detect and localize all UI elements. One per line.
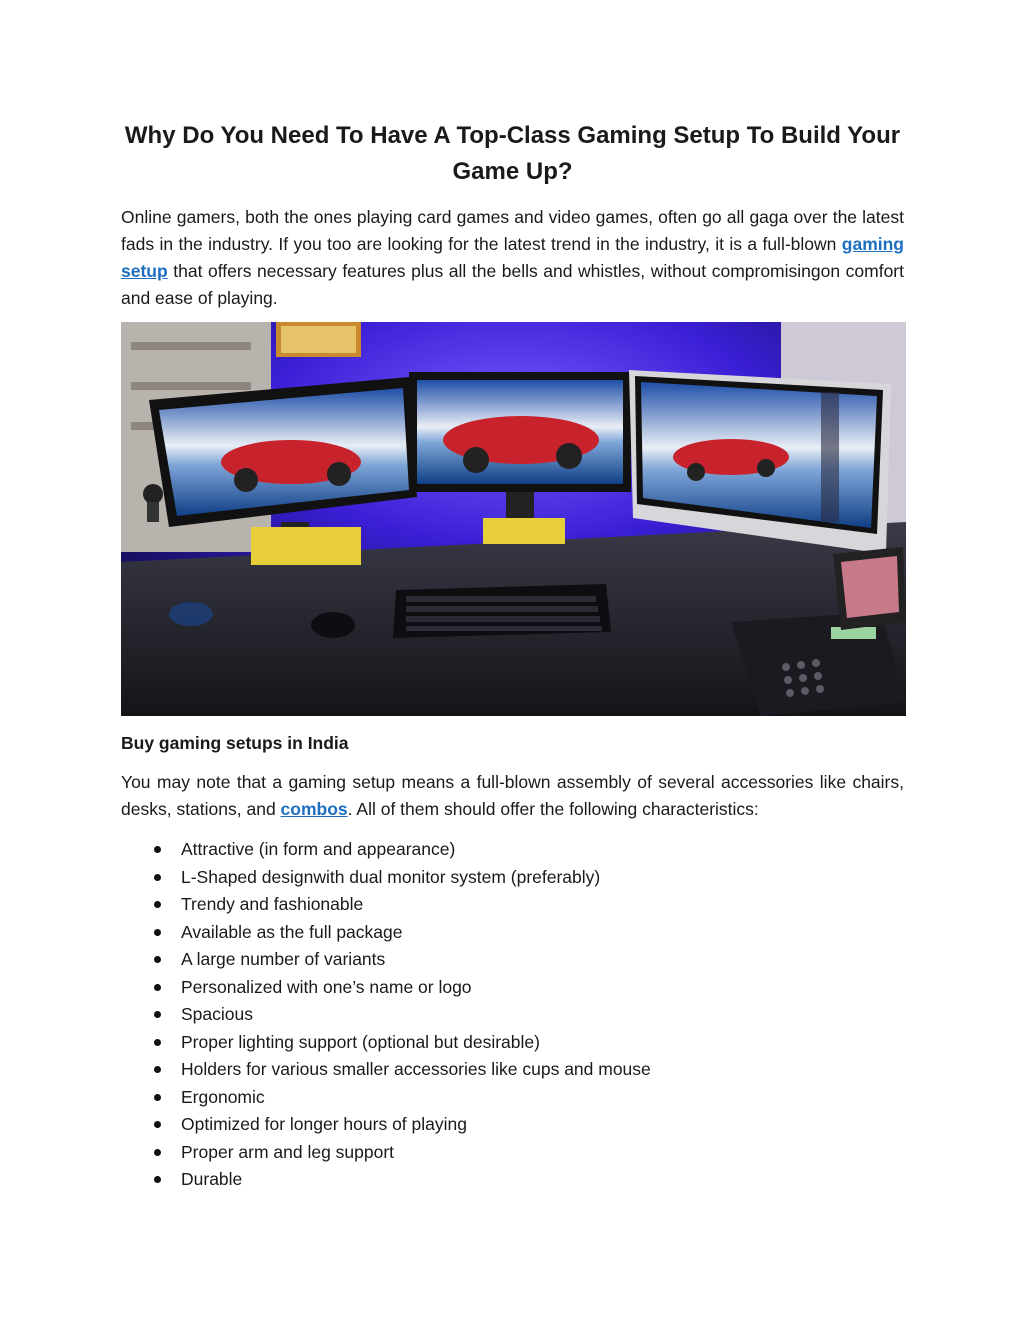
bullet-icon xyxy=(154,1066,161,1073)
bullet-icon xyxy=(154,901,161,908)
combos-link[interactable]: combos xyxy=(280,799,348,819)
bullet-icon xyxy=(154,874,161,881)
mouse xyxy=(311,612,355,638)
bullet-icon xyxy=(154,1094,161,1101)
bullet-icon xyxy=(154,929,161,936)
list-item: Available as the full package xyxy=(121,919,651,947)
figurine xyxy=(143,484,163,504)
intro-text-after: that offers necessary features plus all the bells and whistles, without compromisingon comfort and ease of playing. xyxy=(121,261,904,308)
list-item: Ergonomic xyxy=(121,1084,651,1112)
body-text-before: You may note that a gaming setup means a full-blown assembly of several accessories like chairs, desks, stations, and xyxy=(121,772,904,819)
desk-phone xyxy=(731,612,906,716)
characteristics-list xyxy=(121,836,651,1194)
list-item: Proper lighting support (optional but desirable) xyxy=(121,1029,651,1057)
list-item: Attractive (in form and appearance) xyxy=(121,836,651,864)
bullet-icon xyxy=(154,1011,161,1018)
gaming-setup-link[interactable]: gaming setup xyxy=(121,234,904,281)
list-item: Durable xyxy=(121,1166,651,1194)
list-item: Proper arm and leg support xyxy=(121,1139,651,1167)
list-item: A large number of variants xyxy=(121,946,651,974)
body-text-after: . All of them should offer the following characteristics: xyxy=(347,799,759,819)
body-paragraph xyxy=(121,769,904,823)
list-item: Spacious xyxy=(121,1001,651,1029)
bullet-icon xyxy=(154,1149,161,1156)
list-item: L-Shaped designwith dual monitor system (preferably) xyxy=(121,864,651,892)
gaming-setup-illustration xyxy=(121,322,906,716)
bullet-icon xyxy=(154,984,161,991)
section-subheading: Buy gaming setups in India xyxy=(121,733,349,753)
bullet-icon xyxy=(154,956,161,963)
glasses xyxy=(169,602,213,626)
intro-text-before: Online gamers, both the ones playing card games and video games, often go all gaga over the latest fads in the industry. If you too are looking for the latest trend in the industry, it is a full-blown xyxy=(121,207,904,254)
list-item: Optimized for longer hours of playing xyxy=(121,1111,651,1139)
gaming-setup-photo xyxy=(121,322,906,716)
list-item: Holders for various smaller accessories like cups and mouse xyxy=(121,1056,651,1084)
page-title: Why Do You Need To Have A Top-Class Gaming Setup To Build Your Game Up? xyxy=(124,122,901,185)
bullet-icon xyxy=(154,1039,161,1046)
intro-paragraph xyxy=(121,204,904,312)
bullet-icon xyxy=(154,846,161,853)
bullet-icon xyxy=(154,1121,161,1128)
bullet-icon xyxy=(154,1176,161,1183)
list-item: Trendy and fashionable xyxy=(121,891,651,919)
product-box xyxy=(251,527,361,565)
list-item: Personalized with one’s name or logo xyxy=(121,974,651,1002)
